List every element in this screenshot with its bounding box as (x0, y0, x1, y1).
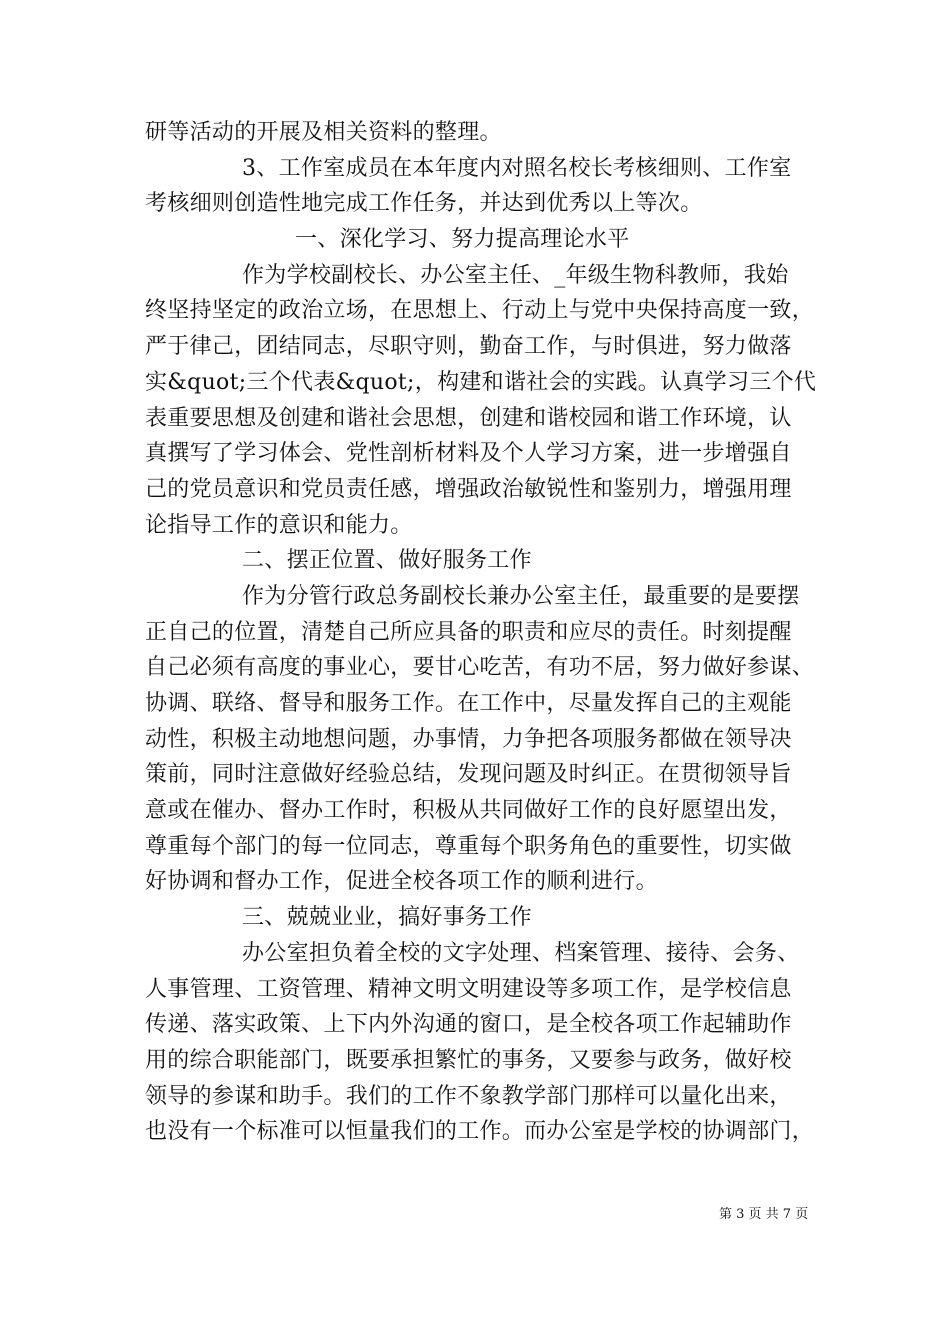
text-line: 动性，积极主动地想问题，办事情，力争把各项服务都做在领导决 (145, 726, 792, 752)
paragraph-start: 作为分管行政总务副校长兼办公室主任，最重要的是要摆 (242, 583, 800, 609)
paragraph-start: 作为学校副校长、办公室主任、_年级生物科教师，我始 (242, 262, 789, 288)
text-line: 领导的参谋和助手。我们的工作不象教学部门那样可以量化出来， (145, 1083, 792, 1109)
text-line: 也没有一个标准可以恒量我们的工作。而办公室是学校的协调部门， (145, 1119, 815, 1145)
text-line: 严于律己，团结同志，尽职守则，勤奋工作，与时俱进，努力做落 (145, 334, 792, 360)
text-line: 尊重每个部门的每一位同志，尊重每个职务角色的重要性，切实做 (145, 833, 792, 859)
list-item-3: 3、工作室成员在本年度内对照名校长考核细则、工作室 (242, 155, 792, 181)
text-line: 用的综合职能部门，既要承担繁忙的事务，又要参与政务，做好校 (145, 1047, 792, 1073)
text-line: 意或在催办、督办工作时，积极从共同做好工作的良好愿望出发， (145, 798, 792, 824)
text-line: 策前，同时注意做好经验总结，发现问题及时纠正。在贯彻领导旨 (145, 762, 792, 788)
text-line: 终坚持坚定的政治立场，在思想上、行动上与党中央保持高度一致， (145, 298, 815, 324)
text-line: 实&quot;三个代表&quot;，构建和谐社会的实践。认真学习三个代 (145, 369, 817, 395)
text-line: 论指导工作的意识和能力。 (145, 512, 413, 538)
text-line: 传递、落实政策、上下内外沟通的窗口，是全校各项工作起辅助作 (145, 1012, 792, 1038)
text-line: 研等活动的开展及相关资料的整理。 (145, 120, 502, 145)
text-line: 表重要思想及创建和谐社会思想，创建和谐校园和谐工作环境，认 (145, 405, 792, 431)
section-heading-1: 一、深化学习、努力提高理论水平 (295, 227, 630, 253)
text-line: 正自己的位置，清楚自己所应具备的职责和应尽的责任。时刻提醒 (145, 619, 792, 645)
page-number-footer: 第 3 页 共 7 页 (719, 1207, 809, 1222)
paragraph-start: 办公室担负着全校的文字处理、档案管理、接待、会务、 (242, 940, 800, 966)
text-line: 真撰写了学习体会、党性剖析材料及个人学习方案，进一步增强自 (145, 441, 792, 467)
section-heading-3: 三、兢兢业业，搞好事务工作 (242, 905, 532, 931)
section-heading-2: 二、摆正位置、做好服务工作 (242, 548, 532, 574)
text-line: 人事管理、工资管理、精神文明文明建设等多项工作，是学校信息 (145, 976, 792, 1002)
text-line: 考核细则创造性地完成工作任务，并达到优秀以上等次。 (145, 191, 703, 217)
text-line: 己的党员意识和党员责任感，增强政治敏锐性和鉴别力，增强用理 (145, 476, 792, 502)
text-line: 自己必须有高度的事业心，要甘心吃苦，有功不居，努力做好参谋、 (145, 655, 815, 681)
body-text (145, 115, 825, 1150)
text-line: 好协调和督办工作，促进全校各项工作的顺利进行。 (145, 869, 658, 895)
text-line: 协调、联络、督导和服务工作。在工作中，尽量发挥自己的主观能 (145, 691, 792, 716)
